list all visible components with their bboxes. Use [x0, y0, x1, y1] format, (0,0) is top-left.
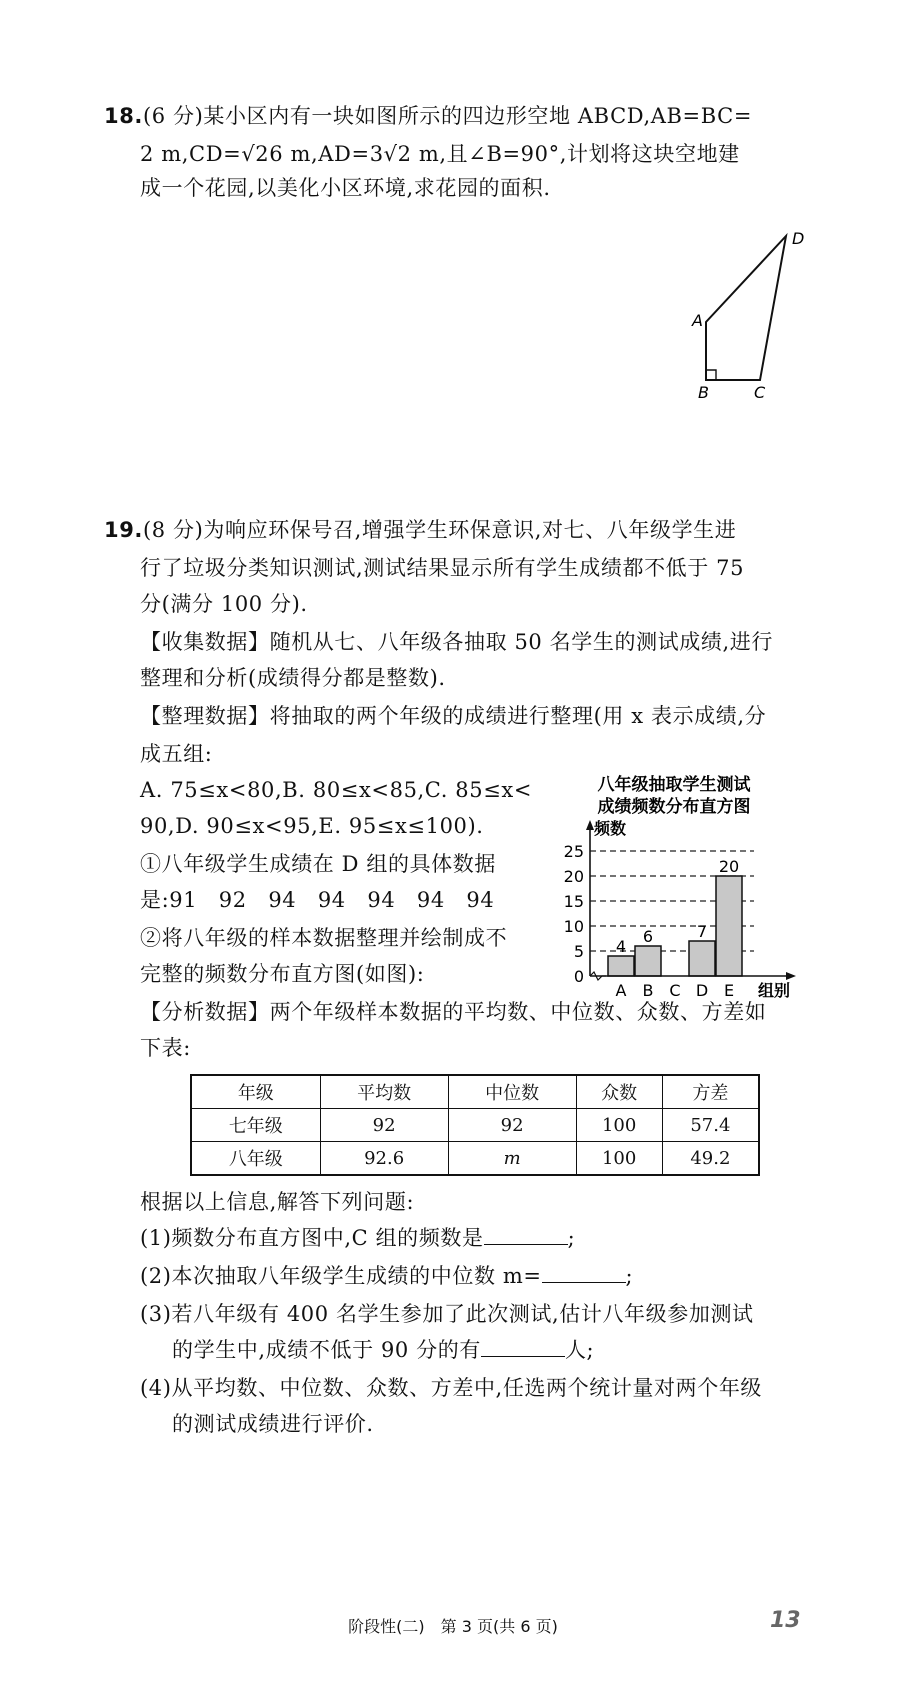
vertex-label-a: A: [692, 311, 703, 330]
part-3-text: 的学生中,成绩不低于 90 分的有: [172, 1338, 481, 1362]
analyze-data-2: 下表:: [140, 1036, 191, 1060]
note-1-a: ①八年级学生成绩在 D 组的具体数据: [140, 852, 496, 876]
category-label-a: A: [615, 981, 627, 1000]
organize-data-1: 【整理数据】将抽取的两个年级的成绩进行整理(用 x 表示成绩,分: [140, 704, 767, 728]
table-cell: 七年级: [191, 1109, 320, 1142]
answer-blank: [481, 1336, 565, 1357]
y-tick-label: 25: [563, 842, 584, 861]
bar-e: [716, 876, 742, 976]
q19-line1: [104, 516, 736, 544]
y-tick-label: 0: [573, 967, 584, 986]
table-header-cell: 平均数: [320, 1075, 448, 1109]
table-cell: 57.4: [662, 1109, 759, 1142]
table-cell: m: [448, 1142, 576, 1176]
page-footer: 阶段性(二) 第 3 页(共 6 页): [348, 1617, 558, 1636]
category-label-e: E: [723, 981, 735, 1000]
category-label-d: D: [695, 981, 709, 1000]
bar-a: [608, 956, 634, 976]
table-cell: 92: [320, 1109, 448, 1142]
table-cell: 92: [448, 1109, 576, 1142]
vertex-label-b: B: [698, 383, 709, 402]
category-label-b: B: [642, 981, 654, 1000]
chart-title-line2: 成绩频数分布直方图: [597, 797, 751, 817]
data-label-b: 6: [642, 927, 654, 946]
note-2-b: 完整的频数分布直方图(如图):: [140, 962, 425, 986]
part-3-b: [172, 1336, 594, 1364]
part-2-end: ;: [625, 1264, 634, 1288]
table-cell: 100: [576, 1142, 662, 1176]
part-2-text: (2)本次抽取八年级学生成绩的中位数 m=: [140, 1264, 542, 1288]
q18-text-1: (6 分)某小区内有一块如图所示的四边形空地 ABCD,AB=BC=: [143, 104, 753, 128]
page-number: 13: [770, 1608, 801, 1633]
part-2: [140, 1262, 633, 1290]
part-3-end: 人;: [564, 1338, 595, 1362]
q19-line3: 分(满分 100 分).: [140, 592, 308, 616]
y-tick-label: 5: [573, 942, 584, 961]
data-label-a: 4: [615, 937, 627, 956]
table-row: [191, 1142, 759, 1176]
table-header-cell: 年级: [191, 1075, 320, 1109]
vertex-label-d: D: [792, 229, 805, 248]
chart-title-line1: 八年级抽取学生测试: [597, 775, 751, 795]
part-4-a: (4)从平均数、中位数、众数、方差中,任选两个统计量对两个年级: [140, 1376, 763, 1400]
answer-blank: [542, 1262, 626, 1283]
part-1-text: (1)频数分布直方图中,C 组的频数是: [140, 1226, 484, 1250]
table-header-cell: 中位数: [448, 1075, 576, 1109]
group-definitions-1: A. 75≤x<80,B. 80≤x<85,C. 85≤x<: [140, 778, 533, 802]
data-label-e: 20: [718, 857, 740, 876]
q19-text-1: (8 分)为响应环保号召,增强学生环保意识,对七、八年级学生进: [143, 518, 737, 542]
part-1-end: ;: [567, 1226, 576, 1250]
q18-line2: 2 m,CD=√26 m,AD=3√2 m,且∠B=90°,计划将这块空地建: [140, 142, 740, 166]
table-header-cell: 众数: [576, 1075, 662, 1109]
questions-intro: 根据以上信息,解答下列问题:: [140, 1190, 415, 1214]
y-tick-label: 10: [563, 917, 584, 936]
bar-b: [635, 946, 661, 976]
statistics-table: [190, 1074, 760, 1176]
part-4-b: 的测试成绩进行评价.: [172, 1412, 374, 1436]
q18-line3: 成一个花园,以美化小区环境,求花园的面积.: [140, 176, 551, 200]
table-header-cell: 方差: [662, 1075, 759, 1109]
analyze-data-1: 【分析数据】两个年级样本数据的平均数、中位数、众数、方差如: [140, 1000, 767, 1024]
question-number: 18.: [104, 104, 144, 128]
vertex-label-c: C: [754, 383, 766, 402]
answer-blank: [484, 1224, 568, 1245]
note-1-b: 是:91 92 94 94 94 94 94: [140, 888, 495, 912]
table-header-row: [191, 1075, 759, 1109]
y-axis-label: 频数: [594, 819, 627, 838]
group-definitions-2: 90,D. 90≤x<95,E. 95≤x≤100).: [140, 814, 484, 838]
category-label-c: C: [669, 981, 681, 1000]
table-cell: 49.2: [662, 1142, 759, 1176]
y-tick-label: 20: [563, 867, 584, 886]
x-axis-label: 组别: [758, 981, 791, 1000]
table-cell: 八年级: [191, 1142, 320, 1176]
q18-line1: [104, 102, 752, 130]
data-label-d: 7: [696, 922, 708, 941]
table-cell: 100: [576, 1109, 662, 1142]
y-tick-label: 15: [563, 892, 584, 911]
part-3-a: (3)若八年级有 400 名学生参加了此次测试,估计八年级参加测试: [140, 1302, 754, 1326]
bar-d: [689, 941, 715, 976]
table-row: [191, 1109, 759, 1142]
collect-data-2: 整理和分析(成绩得分都是整数).: [140, 666, 446, 690]
part-1: [140, 1224, 575, 1252]
question-number: 19.: [104, 518, 144, 542]
note-2-a: ②将八年级的样本数据整理并绘制成不: [140, 926, 508, 950]
organize-data-2: 成五组:: [140, 742, 213, 766]
table-cell: 92.6: [320, 1142, 448, 1176]
collect-data-1: 【收集数据】随机从七、八年级各抽取 50 名学生的测试成绩,进行: [140, 630, 773, 654]
q19-line2: 行了垃圾分类知识测试,测试结果显示所有学生成绩都不低于 75: [140, 556, 745, 580]
